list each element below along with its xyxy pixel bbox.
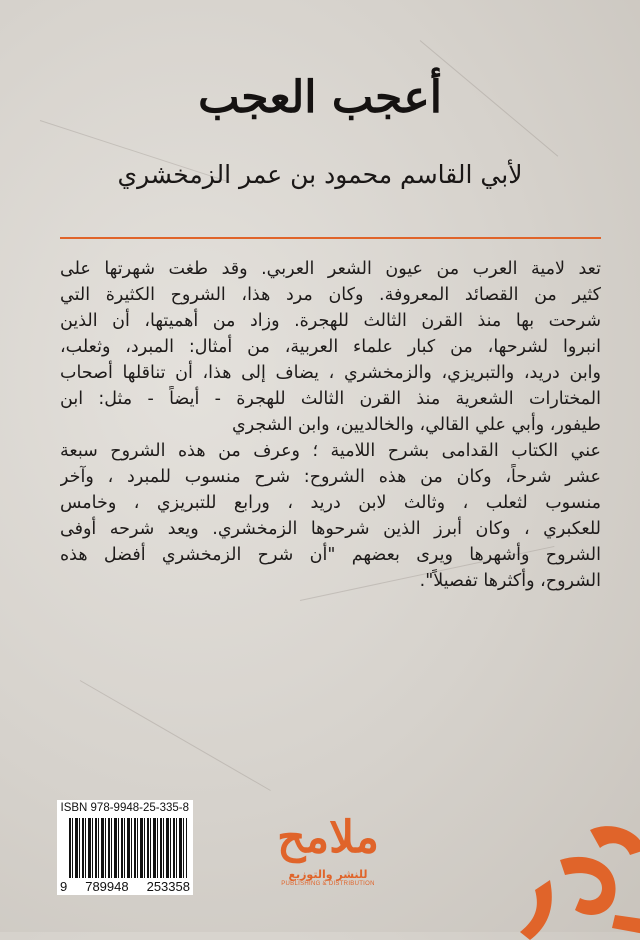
blurb-line: منسوب لثعلب ، وثالث لابن دريد ، ورابع للتبريزي ، وخامس xyxy=(60,493,601,513)
blurb-line: عشر شرحاً، وكان من هذه الشروح: شرح منسوب للمبرد ، وآخر xyxy=(60,467,601,487)
blurb-line: الشروح وأشهرها ويرى بعضهم "أن شرح الزمخشري أفضل هذه xyxy=(60,545,601,565)
blurb-line: طيفور، وأبي علي القالي، والخالديين، وابن الشجري xyxy=(232,415,601,435)
isbn-barcode xyxy=(57,800,193,895)
barcode-digit-group: 253358 xyxy=(146,879,190,894)
isbn-text: ISBN 978-9948-25-335-8 xyxy=(60,802,189,814)
publisher-tagline-english: PUBLISHING & DISTRIBUTION xyxy=(281,881,375,887)
blurb-line: تعد لامية العرب من عيون الشعر العربي. وقد طغت شهرتها على xyxy=(60,259,601,279)
barcode-digit-group: 9 xyxy=(60,879,68,894)
blurb-text xyxy=(60,256,601,594)
divider-line xyxy=(60,237,601,239)
blurb-line: عني الكتاب القدامى بشرح اللامية ؛ وعرف من هذه الشروح سبعة xyxy=(60,441,601,461)
blurb-line: كثير من القصائد المعروفة. وكان مرد هذا، الشروح الكثيرة التي xyxy=(60,285,601,305)
publisher-logo-mark: ملامح xyxy=(277,812,379,863)
publisher-tagline-arabic: للنشر والتوزيع xyxy=(288,868,368,881)
texture-crack xyxy=(80,680,271,791)
blurb-line: شرحت بها منذ القرن الثالث للهجرة. وزاد من أهميتها، أن الذين xyxy=(60,311,601,331)
blurb-line: للعكبري ، وكان أبرز الذين شرحوها الزمخشري. ويعد شرحه أوفى xyxy=(60,519,601,539)
blurb-line: المختارات الشعرية منذ القرن الثالث للهجرة - أيضاً - مثل: ابن xyxy=(60,389,601,409)
blurb-line: الشروح، وأكثرها تفصيلاً". xyxy=(419,571,601,591)
publisher-logo xyxy=(268,808,388,887)
blurb-line: انبروا لشرحها، من كبار علماء العربية، من أمثال: المبرد، وثعلب، xyxy=(60,337,601,357)
book-title: أعجب العجب xyxy=(198,72,442,123)
book-author: لأبي القاسم محمود بن عمر الزمخشري xyxy=(117,160,523,189)
barcode-bars xyxy=(69,818,187,878)
barcode-digits xyxy=(60,879,190,894)
calligraphy-ornament xyxy=(520,820,640,940)
blurb-line: وابن دريد، والتبريزي، والزمخشري ، يضاف إلى هذا، أن تناقلها أصحاب xyxy=(60,363,601,383)
barcode-digit-group: 789948 xyxy=(85,879,129,894)
